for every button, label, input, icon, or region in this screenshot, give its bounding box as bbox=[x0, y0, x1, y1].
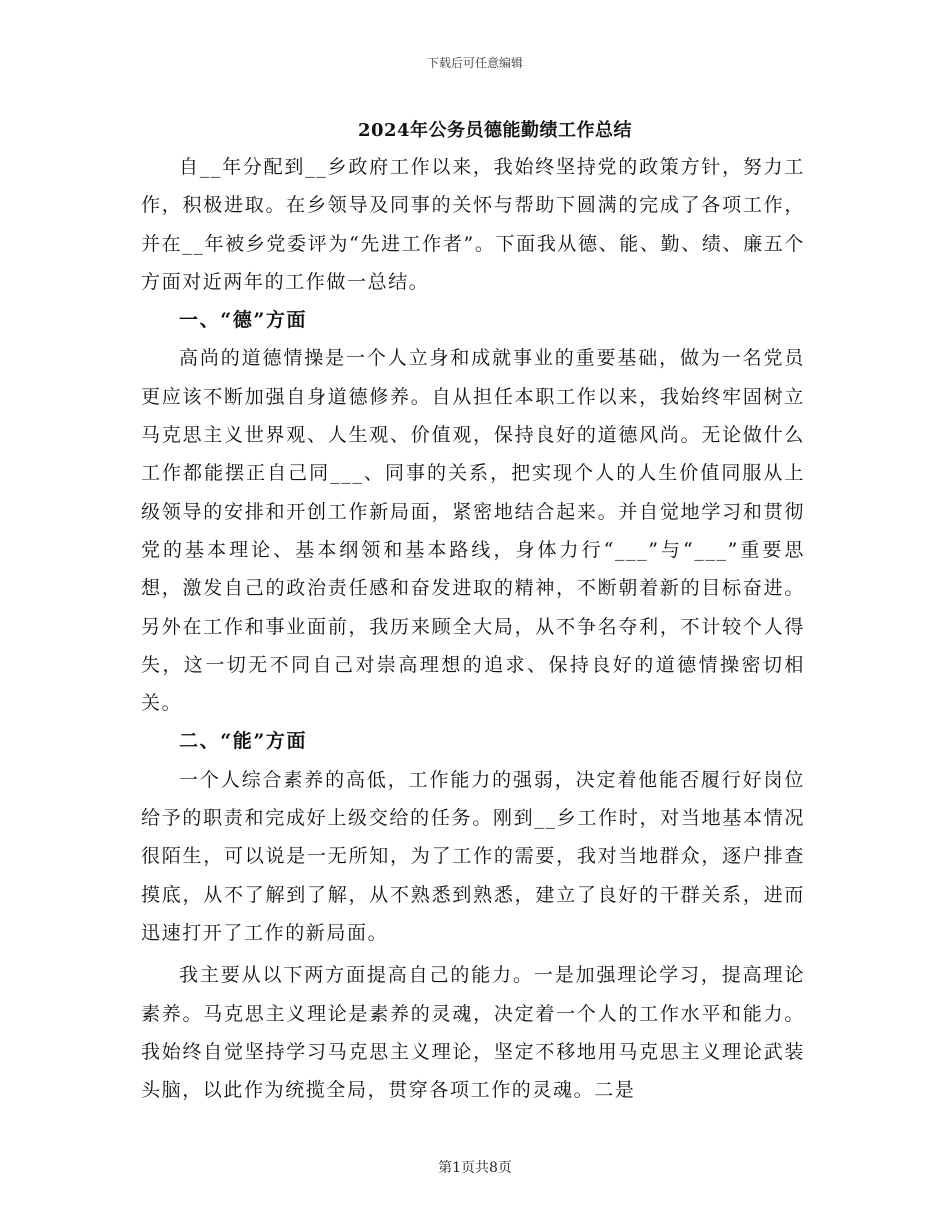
neng-paragraph-2: 我主要从以下两方面提高自己的能力。一是加强理论学习，提高理论素养。马克思主义理论是素养的灵魂，决定着一个人的工作水平和能力。我始终自觉坚持学习马克思主义理论，坚定不移地用马克思主义理论武装头脑，以此作为统揽全局，贯穿各项工作的灵魂。二是 bbox=[141, 964, 805, 1102]
document-body bbox=[141, 148, 805, 1109]
page-header: 下载后可任意编辑 bbox=[426, 56, 523, 70]
section-heading-neng: 二、“能”方面 bbox=[179, 730, 308, 753]
de-paragraph: 高尚的道德情操是一个人立身和成就事业的重要基础，做为一名党员更应该不断加强自身道德修养。自从担任本职工作以来，我始终牢固树立马克思主义世界观、人生观、价值观，保持良好的道德风尚。无论做什么工作都能摆正自己同___、同事的关系，把实现个人的人生价值同服从上级领导的安排和开创工作新局面，紧密地结合起来。并自觉地学习和贯彻党的基本理论、基本纲领和基本路线，身体力行“___”与“___”重要思想，激发自己的政治责任感和奋发进取的精神，不断朝着新的目标奋进。另外在工作和事业面前，我历来顾全大局，从不争名夺利，不计较个人得失，这一切无不同自己对崇高理想的追求、保持良好的道德情操密切相关。 bbox=[141, 347, 805, 715]
intro-paragraph: 自__年分配到__乡政府工作以来，我始终坚持党的政策方针，努力工作，积极进取。在乡领导及同事的关怀与帮助下圆满的完成了各项工作，并在__年被乡党委评为“先进工作者”。下面我从德、能、勤、绩、廉五个方面对近两年的工作做一总结。 bbox=[141, 156, 805, 293]
document-title: 2024年公务员德能勤绩工作总结 bbox=[357, 120, 633, 141]
section-heading-de: 一、“德”方面 bbox=[179, 309, 308, 332]
neng-paragraph-1: 一个人综合素养的高低，工作能力的强弱，决定着他能否履行好岗位给予的职责和完成好上级交给的任务。刚到__乡工作时，对当地基本情况很陌生，可以说是一无所知，为了工作的需要，我对当地群众，逐户排查摸底，从不了解到了解，从不熟悉到熟悉，建立了良好的干群关系，进而迅速打开了工作的新局面。 bbox=[141, 768, 805, 944]
page-number: 第1页共8页 bbox=[438, 1160, 512, 1176]
